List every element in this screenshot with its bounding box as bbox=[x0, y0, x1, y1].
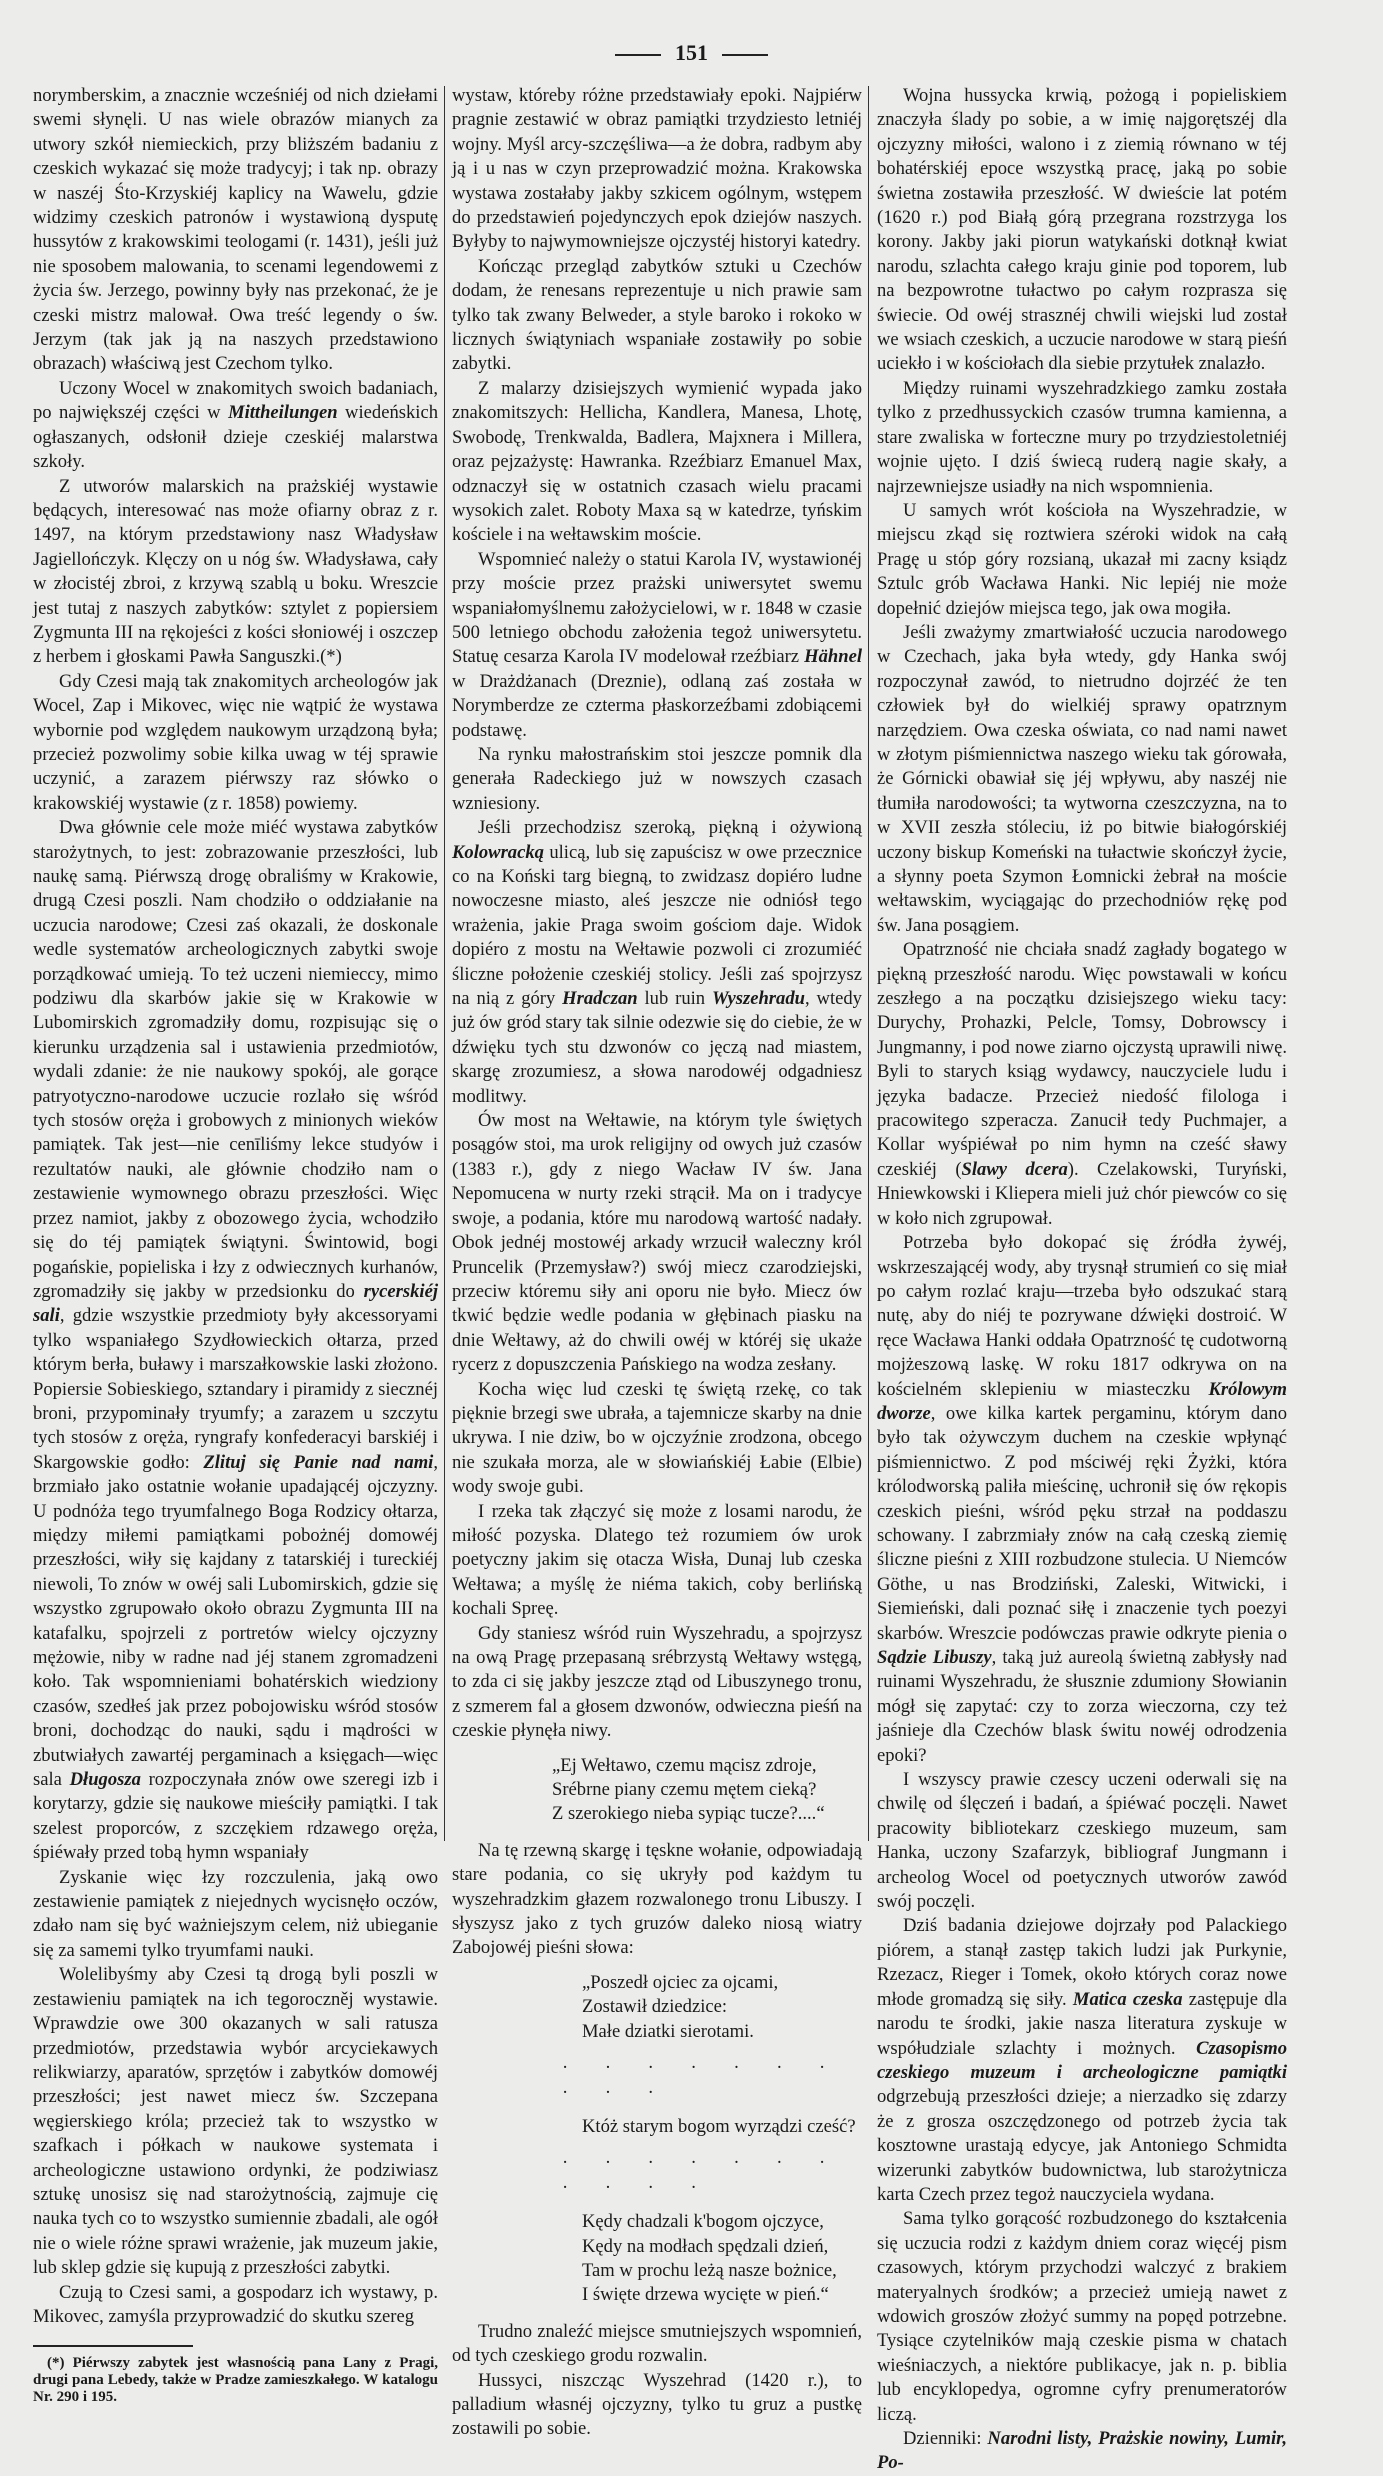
text-run: Opatrzność nie chciała snadź zagłady bogatego w piękną przeszłość narodu. Więc powstawali w końcu zeszłego a na początku dzisiejszego wieku tacy: Durychy, Prohazki, Pelcle, Tomsy, Dobrowscy i Jungmanny, i pod nowe ziarno ojczystą uprawili niwę. Byli to starych ksiąg wydawcy, nauczyciele ludu i języka badacze. Przecież niedość filologa i pracowitego szperacza. Zanucił tedy Puchmajer, a Kollar wyśpiéwał po nim hymn na cześć sławy czeskiéj ( bbox=[877, 939, 1287, 1180]
text-run: , owe kilka kartek pergaminu, którym dano było tak ożywczym duchem na czeskie wpłynąć piśmiennictwo. Z pod mściwéj ręki Żyżki, która królodworską paliła mieścinę, uchronił się ów rękopis czeskich pieśni, wśród pęku strzał na poddaszu schowany. I zabrzmiały znów na całą czeską ziemię śliczne pieśni z XIII rozbudzone stulecia. U Niemców Göthe, u nas Brodziński, Zaleski, Witwicki, i Siemieński, dali poznać siłę i znaczenie tych poezyi skarbów. Wreszcie podówczas prawie odkryte pienia o bbox=[877, 1402, 1287, 1644]
text-run: Kończąc przegląd zabytków sztuki u Czechów dodam, że renesans reprezentuje u nich prawie sam tylko tak zwany Belweder, a style baroko i rokoko w licznych świątyniach wspaniałe zostawiły po sobie zabytki. bbox=[452, 255, 862, 375]
text-run: Między ruinami wyszehradzkiego zamku została tylko z przedhussyckich czasów trumna kamienna, a stare zwaliska w forteczne mury po trzydziestoletniéj wojnie ujęto. I dziś świecą ruderą nagie skały, a najrzewniejsze usiadły na nich wspomnienia. bbox=[877, 377, 1287, 497]
verse-stanza bbox=[452, 2210, 862, 2308]
italic-text: Kolowracką bbox=[452, 841, 544, 863]
paragraph bbox=[452, 84, 862, 255]
paragraph bbox=[452, 2320, 862, 2369]
paragraph bbox=[877, 621, 1287, 938]
italic-text: Królowym dworze bbox=[877, 1378, 1287, 1424]
italic-text: Hähnel bbox=[804, 646, 862, 668]
verse-stanza bbox=[452, 1971, 862, 2044]
paragraph bbox=[452, 377, 862, 548]
footnote-rule bbox=[33, 2345, 193, 2347]
text-run: Trudno znaleźć miejsce smutniejszych wspomnień, od tych czeskiego grodu rozwalin. bbox=[452, 2320, 862, 2367]
text-run: lub ruin bbox=[637, 988, 712, 1010]
text-run: rozpoczynała znów owe szeregi izb i korytarzy, gdzie się naukowe mieściły pamiątki. I tak szelest proporców, z szczękiem rdzawego oręża, śpiéwały przed tobą hymn wspaniały bbox=[33, 1769, 438, 1864]
text-run: Czują to Czesi sami, a gospodarz ich wystawy, p. Mikovec, zamyśla przyprowadzić do skutku szereg bbox=[33, 2281, 438, 2327]
text-run: (*) Piérwszy zabytek jest własnością pana Lany z Pragi, drugi pana Lebedy, także w Pradze zamieszkałego. W katalogu Nr. 290 i 195. bbox=[33, 2355, 438, 2406]
text-column-3 bbox=[877, 84, 1287, 2476]
column-rule bbox=[444, 86, 445, 1841]
text-run: Dwa głównie cele może miéć wystawa zabytków starożytnych, to jest: zobrazowanie przeszłości, lub naukę samą. Piérwszą drogę obraliśmy w Krakowie, drugą Czesi poszli. Nam chodziło o oddziałanie na uczucia narodowe; Czesi zaś okazali, że doskonale wedle systematów archeologicznych zabytki swoje porządkować umieją. To też uczeni niemieccy, mimo podziwu dla skarbów jakie się w Krakowie w Lubomirskich zgromadziły domu, rozpisując się o kierunku urządzenia sal i ustawienia przedmiotów, wydali zdanie: że nie naukowy spokój, ale gorące patryotyczno-narodowe uczucie rozlało się wśród tych stosów oręża i grobowych z minionych wieków pamiątek. Tak jest—nie cenīliśmy lekce studyów i rezultatów nauki, ale głównie chodziło nam o zestawienie wymownego obrazu przeszłości. Więc przez namiot, jakby z obozowego życia, wchodziło się do téj pamiątek świątyni. Świntowid, bogi pogańskie, popieliska i łzy z odwiecznych kurhanów, zgromadziły się jakby w przedsionku do bbox=[33, 817, 438, 1302]
paragraph bbox=[33, 475, 438, 670]
text-run: odgrzebują przeszłości dzieje; a nierzadko się zdarzy że z grosza oszczędzonego od potrzeb życia tak kosztowne urastają edycye, jak Antoniego Schmidta wizerunki zabytków budownictwa, lub starożytnicza karta Czech przez tegoż nauczyciela wydana. bbox=[877, 2086, 1287, 2205]
text-run: Potrzeba było dokopać się źródła żywéj, wskrzeszającéj wody, aby trysnął strumień co się miał po całym rozlać kraju—trzeba było odszukać starą nutę, aby do niéj te pozrywane dźwięki dostroić. W ręce Wacława Hanki oddała Opatrzność tę cudotworną mojżeszową laskę. W roku 1817 odkrywa on na kościelném sklepieniu w miasteczku bbox=[877, 1232, 1287, 1400]
italic-text: Mittheilungen bbox=[228, 402, 338, 424]
paragraph bbox=[877, 499, 1287, 621]
text-run: Dziś badania dziejowe dojrzały pod Palackiego piórem, a stanął zastęp takich ludzi jak Purkynie, Rzezacz, Rieger i Tomek, około których coraz nowe młode gromadzą się siły. bbox=[877, 1915, 1287, 2010]
text-run: Wojna hussycka krwią, pożogą i popieliskiem znaczyła ślady po sobie, a w imię najgorętszéj dla ojczyzny miłości, walono i z ziemią równano w téj bohatérskiéj epoce wszystką pracę, jaką po sobie świetna zostawiła przeszłość. W dwieście lat potém (1620 r.) pod Białą górą przegrana rozstrzyga los korony. Jakby jaki piorun watykański dotknął kwiat narodu, szlachta całego kraju ginie pod toporem, lub na bezpowrotne tułactwo po całym rozprasza się świecie. Od owéj strasznéj chwili wiejski lud został we wsiach czeskich, a uczucie narodowe w starą pieśń uciekło i w kościołach dla siebie przytułek znalazło. bbox=[877, 85, 1287, 375]
text-run: I rzeka tak złączyć się może z losami narodu, że miłość pozyska. Dlatego też rozumiem ów urok poetyczny jakim się otacza Wisła, Dunaj lub czeska Wełtawa; a myślę że niéma takich, coby berlińską kochali Spreę. bbox=[452, 1500, 862, 1620]
paragraph bbox=[452, 548, 862, 743]
italic-text: Zlituj się Panie nad nami bbox=[203, 1451, 434, 1473]
verse-line: „Ej Wełtawo, czemu mącisz zdroje, bbox=[552, 1754, 817, 1776]
page-number-text: 151 bbox=[675, 40, 708, 65]
italic-text: Matica czeska bbox=[1072, 1988, 1183, 2010]
verse-line: Zostawił dziedzice: bbox=[582, 1996, 728, 2018]
text-run: Kocha więc lud czeski tę świętą rzekę, co tak pięknie brzegi swe ubrała, a tajemnicze skarby na dnie ukrywa. I nie dziw, bo w ojczyźnie zrodzona, obcego nie szukała morza, ale w słowiańskiéj Łabie (Elbie) wody swoje gubi. bbox=[452, 1378, 862, 1498]
text-run: w Drażdżanach (Dreznie), odlaną zaś została w Norymberdze ze czterma płaskorzeźbami zdobiącemi podstawę. bbox=[452, 670, 862, 741]
paragraph bbox=[877, 1231, 1287, 1768]
paragraph bbox=[452, 1839, 862, 1961]
verse-line: „Poszedł ojciec za ojcami, bbox=[582, 1971, 779, 1993]
italic-text: Długosza bbox=[69, 1769, 141, 1791]
italic-text: Wyszehradu bbox=[711, 988, 805, 1010]
text-run: Gdy staniesz wśród ruin Wyszehradu, a spojrzysz na ową Pragę przepasaną srébrzystą Wełtawy wstęgą, to zda ci się jakby jeszcze ztąd od Libuszynego tronu, z szmerem fal a głosem dzwonów, odwieczna pieśń na czeskie płynęła niwy. bbox=[452, 1622, 862, 1742]
verse-stanza bbox=[452, 1754, 862, 1827]
verse-stanza bbox=[452, 2115, 862, 2139]
paragraph bbox=[877, 1768, 1287, 1914]
paragraph bbox=[33, 1963, 438, 2280]
paragraph bbox=[452, 816, 862, 1109]
paragraph bbox=[452, 1500, 862, 1622]
text-run: Sama tylko gorącość rozbudzonego do kształcenia się uczucia rodzi z każdym dniem coraz więcéj pism czasowych, którym przychodzi walczyć z brakiem materyalnych środków; a przecież umieją nawet z wdowich groszów złożyć summy na popęd potrzebne. Tysiące czytelników mają czeskie pisma w chatach wieśniaczych, a niektóre publikacye, jak n. p. biblia lub encyklopedya, ogromne cyfry prenumeratorów liczą. bbox=[877, 2208, 1287, 2425]
italic-text: Czasopismo czeskiego muzeum i archeologiczne pamiątki bbox=[877, 2037, 1287, 2083]
paragraph bbox=[877, 2207, 1287, 2427]
text-run: Wolelibyśmy aby Czesi tą drogą byli poszli w zestawieniu pamiątek na ich tegoroczněj wystawie. Wprawdzie owe 300 okazanych w sali ratusza przedmiotów, przedstawia wybór arcyciekawych relikwiarzy, aparatów, sprzętów i zabytków domowéj przeszłości; jest nawet miecz św. Szczepana węgierskiego króla; przecież tak to wszystko w szafkach i półkach w naukowe systemata i archeologiczne ustawiono ordynki, że podziwiasz sztukę unosisz się nad starożytnością, zajmuje cię nauka tych co to wszystko sumiennie zbadali, ale ogół nie o wiele różne sprawi wrażenie, jak muzeum jakie, lub sklep gdzie się kupują z przeszłości zabytki. bbox=[33, 1964, 438, 2279]
text-run: Gdy Czesi mają tak znakomitych archeologów jak Wocel, Zap i Mikovec, więc nie wątpić że wystawa wybornie pod względem naukowym urządzoną była; przecież pozwolimy sobie kilka uwag w téj sprawie uczynić, a zarazem piérwszy raz słówko o krakowskiéj wystawie (z r. 1858) powiemy. bbox=[33, 670, 438, 814]
text-run: wiedeńskich ogłaszanych, odsłonił dzieje czeskiéj malarstwa szkoły. bbox=[33, 402, 438, 473]
paragraph bbox=[452, 255, 862, 377]
paragraph bbox=[877, 938, 1287, 1231]
text-run: , brzmiało jako ostatnie wołanie upadającéj ojczyzny. U podnóża tego tryumfalnego Boga Rodzicy ołtarza, między miłemi pamiątkami pobożnéj domowéj przeszłości, wiły się kajdany z tatarskiéj i tureckiéj niewoli, To znów w owéj sali Lubomirskich, gdzie się wszystko zgrupowało około obrazu Zygmunta III na katafalku, spojrzeli z portretów wielcy ojczyzny mężowie, niby w radne nad jéj stanem zgromadzeni koło. Tak wspomnieniami bohatérskich wiedziony czasów, szedłeś jak przez pobojowisku wśród stosów broni, dochodząc do nauki, sądu i mądrości w zbutwiałych zawartéj pergaminach a księgach—więc sala bbox=[33, 1451, 438, 1791]
text-run: U samych wrót kościoła na Wyszehradzie, w miejscu zkąd się roztwiera széroki widok na całą Pragę u stóp góry rozsianą, ukazał mi zacny ksiądz Sztulc grób Wacława Hanki. Nic lepiéj nie może dopełnić dziejów miejsca tego, jak owa mogiła. bbox=[877, 499, 1287, 619]
text-run: Jeśli zważymy zmartwiałość uczucia narodowego w Czechach, jaka była wtedy, gdy Hanka swój rozpoczynał zawód, to nietrudno dojrzéć że ten człowiek był do wielkiéj sprawy opatrznym narzędziem. Owa czeska oświata, co nad nami nawet w złotym piśmiennictwa naszego wieku tak górowała, że Górnicki obawiał się jéj wpływu, aby naszéj nie tłumiła narodowości; ta wytworna czeszczyzna, na to w XVII zeszła stóleciu, iż po bitwie białogórskiéj uczony biskup Komeński na tułactwie skończył życie, a słynny poeta Szymon Łomnicki żebrał na moście wełtawskim, wyciągając do przechodniów rękę pod św. Jana posągiem. bbox=[877, 621, 1287, 936]
verse-line: Małe dziatki sierotami. bbox=[582, 2020, 754, 2042]
italic-text: Narodni listy, Prażskie nowiny, Lumir, Po- bbox=[877, 2428, 1287, 2474]
paragraph bbox=[877, 84, 1287, 377]
text-run: Ów most na Wełtawie, na którym tyle świętych posągów stoi, ma urok religijny od owych już czasów (1383 r.), gdy z niego Wacław IV św. Jana Nepomucena w nurty rzeki strącił. Ma on i tradycye swoje, a podania, które mu narodową wartość nadały. Obok jednéj mostowéj arkady wrzucił waleczny król Pruncelik (Przemysław?) swój miecz czarodziejski, przeciw któremu siły ani oporu nie było. Miecz ów tkwić będzie wedle podania w głębinach piasku na dnie Wełtawy, aż do chwili owéj w któréj się ukaże rycerz z dopuszczenia Pańskiego na wodza zesłany. bbox=[452, 1110, 862, 1376]
paragraph bbox=[33, 84, 438, 377]
text-run: Na rynku małostrańskim stoi jeszcze pomnik dla generała Radeckiego już w nowszych czasach wzniesiony. bbox=[452, 743, 862, 814]
text-column-1 bbox=[33, 84, 438, 2406]
paragraph bbox=[33, 1866, 438, 1964]
text-run: Z utworów malarskich na prażskiéj wystawie będących, interesować nas może ofiarny obraz z r. 1497, na którym przedstawiony nasz Władysław Jagiellończyk. Klęczy on u nóg św. Władysława, cały w złocistéj zbroi, z krzywą szablą u boku. Wreszcie jest tutaj z naszych zabytków: sztylet z popiersiem Zygmunta III na rękojeści z kości słoniowéj i oszczep z herbem i głoskami Pawła Sanguszki.(*) bbox=[33, 475, 438, 668]
text-run: Na tę rzewną skargę i tęskne wołanie, odpowiadają stare podania, co się ukryły pod każdym tu wyszehradzkim głazem rozwalonego tronu Libuszy. I słyszysz jako z tych gruzów daleko niosą wiatry Zabojowéj pieśni słowa: bbox=[452, 1839, 862, 1959]
italic-text: Sądzie Libuszy bbox=[877, 1647, 992, 1668]
text-run: , taką już aureolą świetną zabłysły nad ruinami Wyszehradu, że słusznie zdumiony Słowianin mógł się zapytać: czy to zorza wieczorna, czy też jaśnieje dla Czechów blask świtu nowéj odrodzenia epoki? bbox=[877, 1647, 1288, 1766]
verse-line: Któż starym bogom wyrządzi cześć? bbox=[582, 2115, 856, 2137]
text-run: norymberskim, a znacznie wcześniéj od nich dziełami swemi słynęli. U nas wiele obrazów mianych za utwory szkół niemieckich, przy bliższém badaniu z czeskich wykazać się może tradycyj; i tak np. obrazy w naszéj Śto-Krzyskiéj kaplicy na Wawelu, gdzie widzimy czeskich patronów i wystawioną dysputę hussytów z krakowskimi teologami (r. 1431), jeśli już nie sposobem malowania, to scenami legendowemi z życia św. Jerzego, powinny były nas przekonać, że je czeski mistrz malował. Owa treść legendy o św. Jerzym (tak jak ją na naszych przedstawiono obrazach) właściwą jest Czechom tylko. bbox=[33, 85, 438, 375]
text-run: Wspomnieć należy o statui Karola IV, wystawionéj przy moście przez prażski uniwersytet swemu wspaniałomyślnemu założycielowi, w r. 1848 w czasie 500 letniego obchodu założenia tegoż uniwersytetu. Statuę cesarza Karola IV modelował rzeźbiarz bbox=[452, 548, 862, 668]
verse-line: Kędy na modłach spędzali dzień, bbox=[582, 2235, 829, 2257]
text-run: I wszyscy prawie czescy uczeni oderwali się na chwilę od ślęczeń i badań, a śpiéwać poczęli. Nawet pracowity bibliotekarz czeskiego muzeum, sam Hanka, uczony Szafarzyk, bibliograf Jungmann i archeolog Wocel od poetycznych utworów zawód swój poczęli. bbox=[877, 1769, 1287, 1913]
text-run: ulicą, lub się zapuścisz w owe przecznice co na Koński targ biegną, to zwidzasz dopiéro ludne nowoczesne miasto, aleś jeszcze nie odniósł tego wrażenia, jakie Praga swoim gościom daje. Widok dopiéro z mostu na Wełtawie pozwoli ci zrozumiéć śliczne położenie czeskiéj stolicy. Jeśli zaś spojrzysz na nią z góry bbox=[452, 841, 862, 1010]
text-run: ). Czelakowski, Turyński, Hniewkowski i Kliepera mieli już chór piewców co się w koło nich zgrupował. bbox=[877, 1158, 1287, 1229]
page-number-dash-right bbox=[722, 54, 768, 56]
paragraph bbox=[33, 816, 438, 1865]
paragraph bbox=[452, 2369, 862, 2442]
text-run: Jeśli przechodzisz szeroką, piękną i ożywioną bbox=[478, 817, 862, 839]
page-number bbox=[0, 40, 1383, 66]
italic-text: rycerskiéj sali bbox=[33, 1280, 438, 1327]
paragraph bbox=[452, 1378, 862, 1500]
footnote bbox=[33, 2355, 438, 2406]
paragraph bbox=[452, 743, 862, 816]
text-run: Hussyci, niszcząc Wyszehrad (1420 r.), to palladium własnéj ojczyzny, tylko tu gruz a pustkę zostawili po sobie. bbox=[452, 2369, 862, 2440]
paragraph bbox=[877, 2427, 1287, 2476]
column-rule bbox=[868, 86, 869, 1841]
text-run: wystaw, któreby różne przedstawiały epoki. Najpiérw pragnie zestawić w obraz pamiątki trzydziesto letniéj wojny. Myśl arcy-szczęśliwa—a że dobra, radbym aby ją i u nas w czyn przeprowadzić można. Krakowska wystawa zostałaby jakby szkicem ogólnym, wstępem do przedstawień pojedynczych epok dziejów naszych. Byłyby to najwymowniejsze ojczystéj historyi katedry. bbox=[452, 85, 862, 253]
verse-line: Srébrne piany czemu mętem cieką? bbox=[552, 1779, 817, 1801]
italic-text: Slawy dcera bbox=[961, 1158, 1068, 1180]
text-run: , wtedy już ów gród stary tak silnie odezwie się do ciebie, że w dźwięku tych stu dzwonów co jęczą nad miastem, skargę zrozumiesz, a słowa narodowéj odgadniesz modlitwy. bbox=[452, 988, 862, 1107]
verse-line: Z szerokiego nieba sypiąc tucze?....“ bbox=[552, 1803, 825, 1825]
text-run: Zyskanie więc łzy rozczulenia, jaką owo zestawienie pamiątek z niejednych wycisnęło oczów, zdało nam się być ważniejszym celem, niż ubieganie się za samemi tylko tryumfami nauki. bbox=[33, 1866, 438, 1961]
paragraph bbox=[877, 377, 1287, 499]
text-run: zastępuje dla narodu te środki, jakie nasza literatura zyskuje w współudziale szlachty i możnych. bbox=[877, 1988, 1287, 2059]
ellipsis-dots: · · · · · · · · · · bbox=[562, 2057, 842, 2103]
verse-line: Tam w prochu leżą nasze bożnice, bbox=[582, 2259, 837, 2281]
text-run: Dzienniki: bbox=[903, 2428, 988, 2449]
page-number-dash-left bbox=[615, 54, 661, 56]
verse-line: Kędy chadzali k'bogom ojczyce, bbox=[582, 2211, 824, 2233]
paragraph bbox=[33, 670, 438, 816]
paragraph bbox=[33, 2281, 438, 2330]
text-column-2 bbox=[452, 84, 862, 2442]
italic-text: Hradczan bbox=[562, 988, 638, 1010]
paragraph bbox=[33, 377, 438, 475]
verse-line: I święte drzewa wycięte w pień.“ bbox=[582, 2284, 829, 2306]
paragraph bbox=[452, 1109, 862, 1377]
paragraph bbox=[452, 1622, 862, 1744]
text-run: , gdzie wszystkie przedmioty były akcessoryami tylko wspaniałego Szydłowieckich ołtarza, przed którym berła, buławy i marszałkowskie laski złożono. Popiersie Sobieskiego, sztandary i piramidy z siecznéj broni, przypominały tryumfy; a zarazem u szczytu tych stosów z oręża, ryngrafy konfederacyi barskiéj i Skargowskie godło: bbox=[33, 1305, 438, 1473]
ellipsis-dots: · · · · · · · · · · · bbox=[562, 2152, 842, 2198]
paragraph bbox=[877, 1914, 1287, 2207]
text-run: Uczony Wocel w znakomitych swoich badaniach, po największéj części w bbox=[33, 377, 438, 424]
text-run: Z malarzy dzisiejszych wymienić wypada jako znakomitszych: Hellicha, Kandlera, Manesa, Lhotę, Swobodę, Trenkwalda, Badlera, Majxnera i Millera, oraz pejzażystę: Hawranka. Rzeźbiarz Emanuel Max, odznaczył się w ostatnich czasach wielu pracami wysokich zalet. Roboty Maxa są w katedrze, tyńskim kościele i na wełtawskim moście. bbox=[452, 377, 862, 546]
